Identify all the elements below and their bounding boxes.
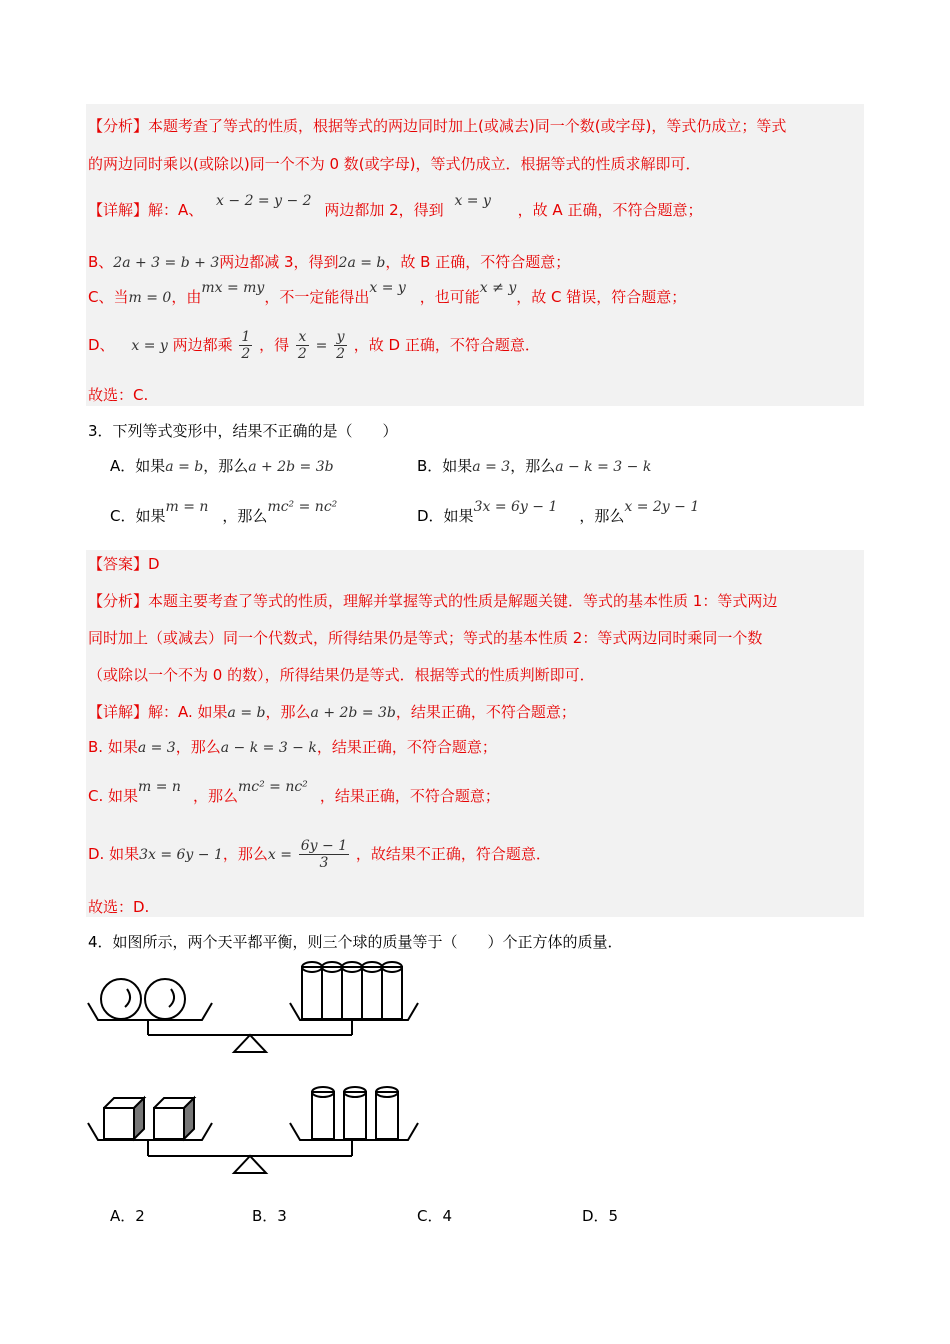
math-expr: m = 0 bbox=[128, 290, 172, 306]
detail2-d: D. 如果3x = 6y − 1，那么x = $\frac{6y - 1}{3}$ ，故结果不正确，符合题意． bbox=[88, 838, 551, 871]
analysis-line-2: 的两边同时乘以(或除以)同一个不为 0 数(或字母)，等式仍成立．根据等式的性质求解即可． bbox=[88, 155, 701, 173]
analysis2-line-3: （或除以一个不为 0 的数），所得结果仍是等式．根据等式的性质判断即可． bbox=[88, 666, 595, 684]
cylinder-icon bbox=[344, 1087, 366, 1139]
cylinder-icon bbox=[362, 962, 382, 1019]
math-expr: x − 2 = y − 2 bbox=[216, 193, 312, 209]
cylinder-icon bbox=[382, 962, 402, 1019]
analysis2-line-2: 同时加上（或减去）同一个代数式，所得结果仍是等式；等式的基本性质 2：等式两边同时乘同一个数 bbox=[88, 629, 763, 647]
ball-icon bbox=[101, 979, 141, 1019]
math-expr: 2a + 3 = b + 3 bbox=[113, 255, 220, 271]
answer-q3: 【答案】D bbox=[88, 555, 160, 573]
detail-b: B、2a + 3 = b + 3两边都减 3，得到2a = b，故 B 正确，不符合题意； bbox=[88, 253, 571, 271]
cylinder-icon bbox=[302, 962, 322, 1019]
cube-icon bbox=[154, 1098, 194, 1139]
choice-q3: 故选：D. bbox=[88, 898, 150, 916]
cylinder-icon bbox=[322, 962, 342, 1019]
balance-figure-1 bbox=[84, 955, 424, 1060]
cylinder-icon bbox=[342, 962, 362, 1019]
q4-option-c: C．4 bbox=[417, 1207, 453, 1225]
analysis2-line-1: 【分析】本题主要考查了等式的性质，理解并掌握等式的性质是解题关键．等式的基本性质 1：等式两边 bbox=[88, 592, 778, 610]
question-4-stem: 4．如图所示，两个天平都平衡，则三个球的质量等于（ ）个正方体的质量． bbox=[88, 933, 623, 951]
math-expr: x ≠ y bbox=[479, 280, 517, 296]
cube-icon bbox=[104, 1098, 144, 1139]
fraction-y-half: $\frac{y}{2}$ bbox=[336, 329, 345, 362]
cylinder-icon bbox=[376, 1087, 398, 1139]
math-expr: x = y bbox=[369, 280, 406, 296]
q3-option-d: D．如果3x = 6y − 1 ，那么x = 2y − 1 bbox=[417, 499, 700, 525]
math-expr: x = y bbox=[131, 338, 168, 354]
detail-c: C、当m = 0，由mx = my，不一定能得出x = y ，也可能x ≠ y，故 C 错误，符合题意； bbox=[88, 280, 687, 306]
q4-option-d: D．5 bbox=[582, 1207, 619, 1225]
detail-a: 【详解】解：A、 x − 2 = y − 2 两边都加 2，得到 x = y ，故 A 正确，不符合题意； bbox=[88, 193, 703, 219]
detail2-a: 【详解】解：A. 如果a = b，那么a + 2b = 3b，结果正确，不符合题意； bbox=[88, 703, 576, 721]
math-expr: x = y bbox=[454, 193, 491, 209]
analysis-line-1: 【分析】本题考查了等式的性质，根据等式的两边同时加上(或减去)同一个数(或字母)，等式仍成立；等式 bbox=[88, 117, 787, 135]
q4-option-a: A．2 bbox=[110, 1207, 145, 1225]
detail-d: D、 x = y 两边都乘 $\frac{1}{2}$ ，得 $\frac{x}{2}$ = $\frac{y}{2}$ ，故 D 正确，不符合题意． bbox=[88, 329, 540, 362]
cylinder-icon bbox=[312, 1087, 334, 1139]
balance-figure-2 bbox=[84, 1080, 424, 1180]
q3-option-b: B．如果a = 3，那么a − k = 3 − k bbox=[417, 457, 652, 475]
q3-option-c: C．如果m = n ，那么mc² = nc² bbox=[110, 499, 338, 525]
fraction-x-half: $\frac{x}{2}$ bbox=[297, 329, 307, 362]
detail2-b: B. 如果a = 3，那么a − k = 3 − k，结果正确，不符合题意； bbox=[88, 738, 497, 756]
choice-q2: 故选：C. bbox=[88, 386, 149, 404]
math-expr: mx = my bbox=[201, 280, 265, 296]
question-3-stem: 3．下列等式变形中，结果不正确的是（ ） bbox=[88, 422, 398, 440]
math-expr: 2a = b bbox=[338, 255, 386, 271]
fraction-one-half: $\frac{1}{2}$ bbox=[241, 329, 251, 362]
fraction-6y-minus-1-over-3: $\frac{6y - 1}{3}$ bbox=[300, 838, 348, 871]
ball-icon bbox=[145, 979, 185, 1019]
q4-option-b: B．3 bbox=[252, 1207, 287, 1225]
detail2-c: C. 如果m = n ，那么mc² = nc² ，结果正确，不符合题意； bbox=[88, 779, 500, 805]
q3-option-a: A．如果a = b，那么a + 2b = 3b bbox=[110, 457, 334, 475]
